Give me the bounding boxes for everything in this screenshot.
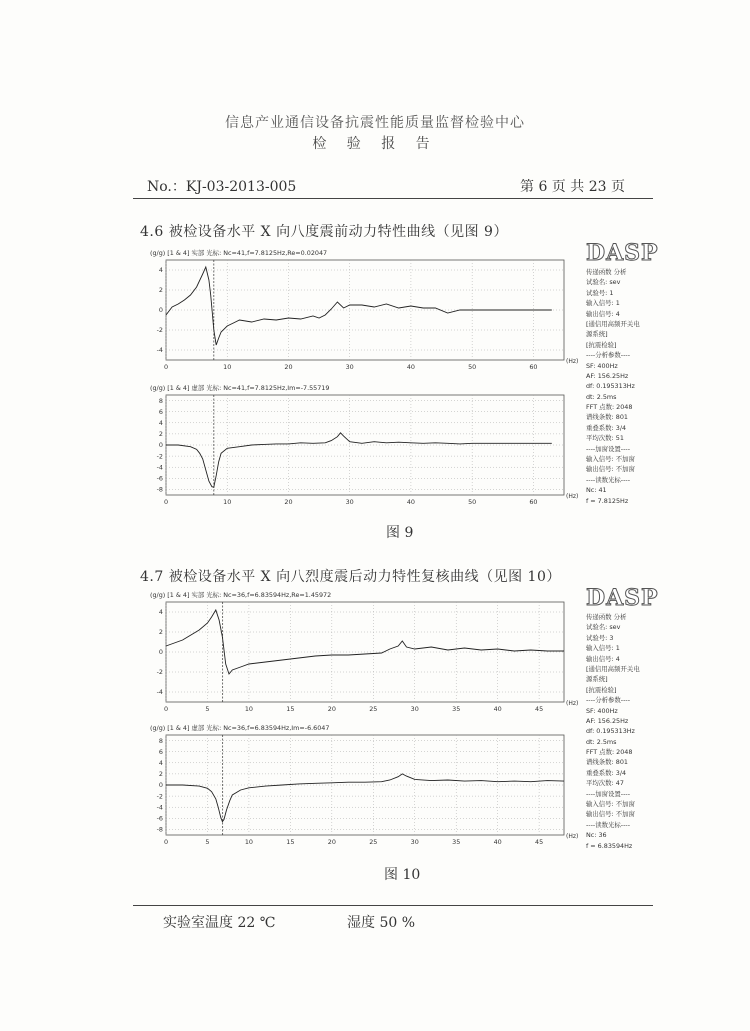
param-line: 谱线条数: 801 xyxy=(586,413,628,422)
x-tick-label: 0 xyxy=(163,705,169,713)
plot-label: (g/g) [1 & 4] 虚部 光标: Nc=41,f=7.8125Hz,Im=-7.55719 xyxy=(150,384,330,392)
x-tick-label: 40 xyxy=(493,838,502,846)
x-unit-label: (Hz) xyxy=(566,700,579,707)
param-line: FFT 点数: 2048 xyxy=(586,403,633,412)
report-title: 检 验 报 告 xyxy=(312,136,438,152)
y-tick-label: -6 xyxy=(156,474,163,483)
x-tick-label: 20 xyxy=(327,838,336,846)
lab-humidity: 湿度 50 % xyxy=(347,915,416,931)
fig9-imag-chart xyxy=(148,381,580,517)
document-number: No.：KJ-03-2013-005 xyxy=(147,179,297,195)
plot-label: (g/g) [1 & 4] 实部 光标: Nc=36,f=6.83594Hz,Re=1.45972 xyxy=(150,591,332,599)
y-tick-label: 2 xyxy=(158,628,163,637)
x-tick-label: 0 xyxy=(163,363,169,371)
section-heading-4-7: 4.7 被检设备水平 X 向八烈度震后动力特性复核曲线（见图 10） xyxy=(140,569,561,585)
param-line: 传递函数 分析 xyxy=(586,613,627,621)
param-line: 平均次数: 51 xyxy=(586,434,624,443)
y-tick-label: 6 xyxy=(158,407,163,416)
param-line: 输入信号: 1 xyxy=(586,644,620,653)
fig10-real-plot xyxy=(148,588,580,724)
x-unit-label: (Hz) xyxy=(566,358,579,365)
x-tick-label: 0 xyxy=(163,838,169,846)
param-line: df: 0.195313Hz xyxy=(586,727,635,736)
analysis-params-panel xyxy=(586,612,640,851)
param-line: ----加窗设置---- xyxy=(586,444,631,453)
dasp-logo: DASP xyxy=(586,240,659,266)
param-line: 试验号: 1 xyxy=(586,288,614,297)
x-tick-label: 50 xyxy=(468,363,477,371)
param-line: ----加窗设置---- xyxy=(586,789,631,798)
x-tick-label: 45 xyxy=(535,838,544,846)
fig10-imag-chart xyxy=(148,721,580,857)
param-line: ----读数光标---- xyxy=(586,820,631,829)
y-tick-label: -4 xyxy=(156,803,163,812)
series-line xyxy=(166,610,564,674)
y-tick-label: 8 xyxy=(158,396,163,405)
plot-label: (g/g) [1 & 4] 虚部 光标: Nc=36,f=6.83594Hz,Im=-6.6047 xyxy=(150,724,330,732)
y-tick-label: 4 xyxy=(158,758,163,767)
param-line: 输出信号: 不加窗 xyxy=(586,810,635,819)
analysis-params-panel xyxy=(586,267,640,506)
x-tick-label: 60 xyxy=(529,363,538,371)
x-tick-label: 5 xyxy=(205,838,210,846)
y-tick-label: 2 xyxy=(158,770,163,779)
y-tick-label: 2 xyxy=(158,286,163,295)
param-line: 输出信号: 4 xyxy=(586,309,620,318)
x-tick-label: 15 xyxy=(286,838,295,846)
figure-caption-10: 图 10 xyxy=(384,867,421,883)
fig9-real-chart xyxy=(148,246,580,382)
param-line: 输入信号: 不加窗 xyxy=(586,455,635,464)
param-line: Nc: 41 xyxy=(586,486,607,495)
x-tick-label: 10 xyxy=(244,838,253,846)
y-tick-label: -6 xyxy=(156,814,163,823)
param-line: 试验号: 3 xyxy=(586,633,614,642)
param-line: AF: 156.25Hz xyxy=(586,371,629,380)
y-tick-label: 4 xyxy=(158,418,163,427)
y-tick-label: 0 xyxy=(158,441,163,450)
y-tick-label: 0 xyxy=(158,306,163,315)
param-line: AF: 156.25Hz xyxy=(586,716,629,725)
param-line: [通信用高频开关电 xyxy=(586,664,640,673)
param-line: dt: 2.5ms xyxy=(586,392,617,401)
y-tick-label: -8 xyxy=(156,485,163,494)
y-tick-label: 4 xyxy=(158,608,163,617)
x-tick-label: 20 xyxy=(284,363,293,371)
y-tick-label: 6 xyxy=(158,747,163,756)
y-tick-label: 4 xyxy=(158,266,163,275)
x-tick-label: 10 xyxy=(223,363,232,371)
param-line: 输出信号: 不加窗 xyxy=(586,465,635,474)
y-tick-label: 8 xyxy=(158,736,163,745)
fig10-real-chart xyxy=(148,588,580,724)
param-line: ----分析参数---- xyxy=(586,696,631,705)
y-tick-label: -2 xyxy=(156,792,163,801)
param-line: 源系统] xyxy=(586,330,608,339)
x-tick-label: 30 xyxy=(345,498,354,506)
y-tick-label: -4 xyxy=(156,346,163,355)
section-heading-4-6: 4.6 被检设备水平 X 向八度震前动力特性曲线（见图 9） xyxy=(140,224,508,240)
fig10-imag-plot xyxy=(148,721,580,857)
param-line: [抗震检验] xyxy=(586,340,617,349)
x-tick-label: 30 xyxy=(410,838,419,846)
x-tick-label: 25 xyxy=(369,705,378,713)
x-tick-label: 35 xyxy=(452,705,461,713)
dasp-logo: DASP xyxy=(586,585,659,611)
param-line: 输入信号: 不加窗 xyxy=(586,800,635,809)
lab-temperature: 实验室温度 22 ℃ xyxy=(163,915,276,931)
param-line: df: 0.195313Hz xyxy=(586,382,635,391)
y-tick-label: -4 xyxy=(156,688,163,697)
x-tick-label: 10 xyxy=(244,705,253,713)
fig9-imag-plot xyxy=(148,381,580,517)
param-line: FFT 点数: 2048 xyxy=(586,748,633,757)
x-tick-label: 0 xyxy=(163,498,169,506)
param-line: f = 6.83594Hz xyxy=(586,841,633,850)
param-line: [抗震检验] xyxy=(586,685,617,694)
y-tick-label: -2 xyxy=(156,326,163,335)
param-line: 试验名: sev xyxy=(586,278,621,287)
param-line: 谱线条数: 801 xyxy=(586,758,628,767)
param-line: f = 7.8125Hz xyxy=(586,496,629,505)
param-line: 重叠系数: 3/4 xyxy=(586,768,627,777)
x-tick-label: 40 xyxy=(406,363,415,371)
header-rule xyxy=(133,198,653,199)
x-tick-label: 20 xyxy=(284,498,293,506)
y-tick-label: 0 xyxy=(158,781,163,790)
x-tick-label: 50 xyxy=(468,498,477,506)
param-line: 试验名: sev xyxy=(586,623,621,632)
x-unit-label: (Hz) xyxy=(566,833,579,840)
param-line: [通信用高频开关电 xyxy=(586,319,640,328)
param-line: SF: 400Hz xyxy=(586,361,618,370)
series-line xyxy=(166,433,552,487)
param-line: 输出信号: 4 xyxy=(586,654,620,663)
x-tick-label: 40 xyxy=(406,498,415,506)
param-line: 输入信号: 1 xyxy=(586,299,620,308)
x-tick-label: 35 xyxy=(452,838,461,846)
y-tick-label: 0 xyxy=(158,648,163,657)
organization-title: 信息产业通信设备抗震性能质量监督检验中心 xyxy=(225,115,525,131)
x-tick-label: 40 xyxy=(493,705,502,713)
y-tick-label: 2 xyxy=(158,430,163,439)
x-tick-label: 30 xyxy=(345,363,354,371)
param-line: 源系统] xyxy=(586,675,608,684)
x-tick-label: 25 xyxy=(369,838,378,846)
series-line xyxy=(166,774,564,822)
fig9-real-plot xyxy=(148,246,580,382)
figure-caption-9: 图 9 xyxy=(386,525,414,541)
x-tick-label: 15 xyxy=(286,705,295,713)
x-tick-label: 60 xyxy=(529,498,538,506)
x-tick-label: 5 xyxy=(205,705,210,713)
x-tick-label: 30 xyxy=(410,705,419,713)
series-line xyxy=(166,267,552,345)
param-line: Nc: 36 xyxy=(586,831,607,840)
x-tick-label: 20 xyxy=(327,705,336,713)
x-tick-label: 45 xyxy=(535,705,544,713)
param-line: 传递函数 分析 xyxy=(586,268,627,276)
y-tick-label: -2 xyxy=(156,452,163,461)
plot-label: (g/g) [1 & 4] 实部 光标: Nc=41,f=7.8125Hz,Re=0.02047 xyxy=(150,249,328,257)
page-info: 第 6 页 共 23 页 xyxy=(520,179,625,195)
param-line: 重叠系数: 3/4 xyxy=(586,423,627,432)
param-line: 平均次数: 47 xyxy=(586,779,624,788)
x-unit-label: (Hz) xyxy=(566,493,579,500)
x-tick-label: 10 xyxy=(223,498,232,506)
param-line: dt: 2.5ms xyxy=(586,737,617,746)
y-tick-label: -2 xyxy=(156,668,163,677)
y-tick-label: -8 xyxy=(156,825,163,834)
footer-rule xyxy=(133,905,653,906)
param-line: ----读数光标---- xyxy=(586,475,631,484)
param-line: SF: 400Hz xyxy=(586,706,618,715)
y-tick-label: -4 xyxy=(156,463,163,472)
param-line: ----分析参数---- xyxy=(586,351,631,360)
